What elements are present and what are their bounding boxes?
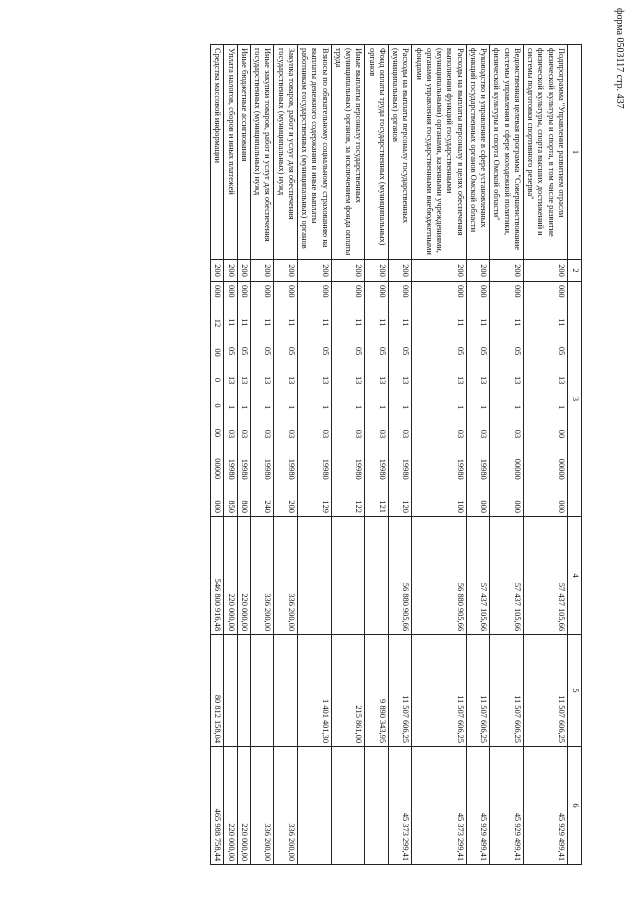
code-segment: 13 [320, 375, 330, 385]
executed-amount-cell: 11 507 606,25 [524, 635, 568, 747]
code-segment: 000 [557, 285, 566, 298]
column-header: 5 [568, 635, 582, 747]
code-segment: 13 [240, 375, 249, 385]
expense-name-cell: Закупка товаров, работ и услуг для обеспечения государственных (муниципальных) нужд [274, 45, 298, 260]
executed-amount-cell: 1 401 401,30 [298, 635, 332, 747]
budget-classification-code-cell [524, 282, 568, 517]
expense-name-cell: Расходы на выплаты персоналу государственных (муниципальных) органов [389, 45, 413, 260]
expense-name-cell: Средства массовой информации [211, 45, 224, 260]
budget-classification-code-cell [466, 282, 490, 517]
approved-amount-cell: 57 437 105,66 [524, 517, 568, 635]
code-segment: 12 [213, 318, 223, 328]
unexecuted-amount-cell: 336 200,00 [274, 747, 298, 865]
code-segment: 11 [378, 318, 387, 327]
code-segment: 000 [557, 500, 566, 513]
classification-code [455, 285, 465, 513]
approved-amount-cell: 336 200,00 [251, 517, 275, 635]
unexecuted-amount-cell: 336 200,00 [251, 747, 275, 865]
code-segment: 000 [513, 500, 522, 513]
code-segment: 05 [378, 346, 387, 356]
code-segment: 19980 [479, 458, 489, 480]
code-segment: 1 [479, 404, 489, 410]
executed-amount-cell: 11 507 606,25 [490, 635, 524, 747]
table-row [331, 45, 365, 865]
code-segment: 11 [226, 318, 236, 327]
line-code-cell: 200 [490, 260, 524, 282]
unexecuted-amount-cell: 220 000,00 [224, 747, 237, 865]
expense-name-cell: Уплата налогов, сборов и иных платежей [224, 45, 237, 260]
code-segment: 11 [263, 318, 273, 327]
code-segment: 00 [557, 429, 566, 439]
code-segment: 200 [287, 500, 296, 513]
expense-name-cell: Фонд оплаты труда государственных (муниципальных) органов [365, 45, 389, 260]
table-row [224, 45, 237, 865]
line-code-cell: 200 [389, 260, 413, 282]
code-segment: 03 [226, 429, 236, 439]
column-header: 6 [568, 747, 582, 865]
code-segment: 13 [513, 375, 522, 385]
table-row [412, 45, 466, 865]
budget-classification-code-cell [298, 282, 332, 517]
executed-amount-cell: 9 890 343,95 [365, 635, 389, 747]
line-code-cell: 200 [331, 260, 365, 282]
code-segment: 05 [240, 346, 249, 356]
code-segment: 03 [513, 429, 522, 439]
line-code-cell: 200 [224, 260, 237, 282]
code-segment: 05 [320, 346, 330, 356]
code-segment: 03 [479, 429, 489, 439]
code-segment: 11 [557, 318, 566, 327]
approved-amount-cell: 56 880 905,66 [412, 517, 466, 635]
column-header: 3 [568, 282, 582, 517]
code-segment: 000 [513, 285, 522, 298]
code-segment: 000 [226, 285, 236, 298]
table-row [466, 45, 490, 865]
expense-name-cell: Взносы по обязательному социальному страхованию на выплаты денежного содержания и иные выплаты работникам государственных (муниципальных) органов [298, 45, 332, 260]
code-segment: 11 [240, 318, 249, 327]
budget-execution-table [210, 44, 582, 865]
expense-name-cell: Подпрограмма "Управление развитием отрасли физической культуры и спорта, в том числе развитие физической культуры, спорта высших достижений и системы подготовки спортивного резерва" [524, 45, 568, 260]
unexecuted-amount-cell: 45 929 499,41 [524, 747, 568, 865]
code-segment: 03 [401, 429, 411, 439]
code-segment: 13 [378, 375, 387, 385]
code-segment: 00 [213, 348, 223, 357]
expense-name-cell: Расходы на выплаты персоналу в целях обеспечения выполнения функций государственными (муниципальными) органами, казенными учреждениями, органами управления государственными внебюджетными фондами [412, 45, 466, 260]
approved-amount-cell: 336 200,00 [274, 517, 298, 635]
line-code-cell: 200 [412, 260, 466, 282]
code-segment: 11 [401, 318, 411, 327]
code-segment: 1 [263, 404, 273, 410]
code-segment: 03 [320, 429, 330, 439]
unexecuted-amount-cell: 45 929 499,41 [466, 747, 490, 865]
code-segment: 05 [479, 346, 489, 356]
unexecuted-amount-cell: 45 929 499,41 [490, 747, 524, 865]
unexecuted-amount-cell [331, 747, 365, 865]
classification-code [212, 285, 222, 513]
classification-code [512, 285, 522, 513]
code-segment: 19980 [263, 458, 273, 480]
code-segment: 00 [213, 428, 223, 438]
code-segment: 1 [401, 404, 411, 410]
code-segment: 129 [320, 500, 330, 513]
table-row [490, 45, 524, 865]
code-segment: 000 [479, 285, 489, 298]
code-segment: 13 [557, 375, 566, 385]
code-segment: 03 [263, 429, 273, 439]
unexecuted-amount-cell [365, 747, 389, 865]
code-segment: 121 [378, 500, 387, 513]
code-segment: 00000 [557, 458, 566, 480]
classification-code [239, 285, 249, 513]
code-segment: 000 [213, 500, 223, 513]
code-segment: 11 [354, 318, 364, 327]
executed-amount-cell [237, 635, 250, 747]
code-segment: 1 [320, 404, 330, 410]
code-segment: 05 [401, 346, 411, 356]
code-segment: 800 [240, 500, 249, 513]
code-segment: 13 [354, 375, 364, 385]
code-segment: 03 [240, 429, 249, 439]
table-row [251, 45, 275, 865]
approved-amount-cell: 57 437 105,66 [490, 517, 524, 635]
code-segment: 1 [557, 404, 566, 410]
classification-code [226, 285, 236, 513]
approved-amount-cell: 56 880 905,66 [389, 517, 413, 635]
budget-classification-code-cell [251, 282, 275, 517]
code-segment: 000 [455, 285, 465, 298]
approved-amount-cell [365, 517, 389, 635]
table-row [524, 45, 568, 865]
column-header: 4 [568, 517, 582, 635]
code-segment: 000 [213, 285, 223, 298]
table-row [389, 45, 413, 865]
budget-classification-code-cell [490, 282, 524, 517]
code-segment: 03 [455, 429, 465, 439]
code-segment: 11 [479, 318, 489, 327]
code-segment: 11 [287, 318, 296, 327]
line-code-cell: 200 [298, 260, 332, 282]
code-segment: 000 [378, 285, 387, 298]
budget-classification-code-cell [237, 282, 250, 517]
code-segment: 19980 [320, 458, 330, 480]
code-segment: 03 [354, 429, 364, 439]
code-segment: 1 [354, 404, 364, 410]
expense-name-cell: Иные выплаты персоналу государственных (муниципальных) органов, за исключением фонда оплаты труда [331, 45, 365, 260]
code-segment: 13 [479, 375, 489, 385]
unexecuted-amount-cell: 465 988 758,44 [211, 747, 224, 865]
code-segment: 19980 [401, 458, 411, 480]
code-segment: 000 [240, 285, 249, 298]
approved-amount-cell [298, 517, 332, 635]
executed-amount-cell: 80 812 158,04 [211, 635, 224, 747]
unexecuted-amount-cell [298, 747, 332, 865]
table-row [237, 45, 250, 865]
executed-amount-cell: 11 507 606,25 [412, 635, 466, 747]
budget-classification-code-cell [224, 282, 237, 517]
code-segment: 1 [378, 404, 387, 410]
column-number-row [568, 45, 582, 865]
code-segment: 240 [263, 500, 273, 513]
executed-amount-cell [251, 635, 275, 747]
code-segment: 11 [320, 318, 330, 327]
code-segment: 13 [401, 375, 411, 385]
budget-classification-code-cell [331, 282, 365, 517]
executed-amount-cell: 11 507 606,25 [466, 635, 490, 747]
executed-amount-cell [224, 635, 237, 747]
approved-amount-cell [331, 517, 365, 635]
classification-code [400, 285, 410, 513]
budget-classification-code-cell [274, 282, 298, 517]
code-segment: 0 [213, 377, 223, 383]
table-row [298, 45, 332, 865]
expense-name-cell: Руководство и управление в сфере установленных функций государственных органов Омской области [466, 45, 490, 260]
code-segment: 00000 [513, 458, 522, 480]
code-segment: 19980 [354, 458, 364, 480]
code-segment: 13 [455, 375, 465, 385]
unexecuted-amount-cell: 45 373 299,41 [412, 747, 466, 865]
code-segment: 19980 [226, 458, 236, 480]
classification-code [377, 285, 387, 513]
code-segment: 13 [263, 375, 273, 385]
expense-name-cell: Иные бюджетные ассигнования [237, 45, 250, 260]
line-code-cell: 200 [274, 260, 298, 282]
code-segment: 00000 [213, 458, 223, 480]
code-segment: 13 [226, 375, 236, 385]
code-segment: 11 [455, 318, 465, 327]
code-segment: 19980 [378, 458, 387, 480]
expense-name-cell: Ведомственная целевая программа "Совершенствование системы управления в сфере молодежной политики, физической культуры и спорта Омской области" [490, 45, 524, 260]
executed-amount-cell [274, 635, 298, 747]
code-segment: 1 [287, 404, 296, 410]
code-segment: 850 [226, 500, 236, 513]
budget-classification-code-cell [412, 282, 466, 517]
budget-classification-code-cell [211, 282, 224, 517]
line-code-cell: 200 [365, 260, 389, 282]
code-segment: 000 [479, 500, 489, 513]
code-segment: 0 [213, 403, 223, 408]
code-segment: 100 [455, 500, 465, 513]
code-segment: 05 [287, 346, 296, 356]
code-segment: 1 [513, 404, 522, 410]
code-segment: 1 [455, 404, 465, 410]
executed-amount-cell: 215 861,00 [331, 635, 365, 747]
column-header: 2 [568, 260, 582, 282]
code-segment: 03 [287, 429, 296, 439]
code-segment: 19980 [455, 458, 465, 480]
code-segment: 05 [263, 346, 273, 356]
code-segment: 05 [226, 346, 236, 356]
code-segment: 000 [320, 285, 330, 298]
code-segment: 19980 [287, 458, 296, 480]
line-code-cell: 200 [237, 260, 250, 282]
approved-amount-cell: 546 800 916,48 [211, 517, 224, 635]
executed-amount-cell: 11 507 606,25 [389, 635, 413, 747]
code-segment: 13 [287, 375, 296, 385]
expense-name-cell: Иные закупки товаров, работ и услуг для обеспечения государственных (муниципальных) нужд [251, 45, 275, 260]
code-segment: 000 [401, 285, 411, 298]
code-segment: 120 [401, 500, 411, 513]
approved-amount-cell: 220 000,00 [224, 517, 237, 635]
approved-amount-cell: 220 000,00 [237, 517, 250, 635]
line-code-cell: 200 [251, 260, 275, 282]
classification-code [353, 285, 363, 513]
line-code-cell: 200 [466, 260, 490, 282]
code-segment: 000 [263, 285, 273, 298]
classification-code [556, 285, 566, 513]
table-row [274, 45, 298, 865]
code-segment: 03 [378, 429, 387, 439]
classification-code [262, 285, 272, 513]
rotated-page [77, 44, 582, 864]
unexecuted-amount-cell: 45 373 299,41 [389, 747, 413, 865]
approved-amount-cell: 57 437 105,66 [466, 517, 490, 635]
classification-code [286, 285, 296, 513]
line-code-cell: 200 [211, 260, 224, 282]
classification-code [478, 285, 488, 513]
code-segment: 19980 [240, 458, 249, 480]
code-segment: 000 [354, 285, 364, 298]
code-segment: 05 [354, 346, 364, 356]
classification-code [320, 285, 330, 513]
code-segment: 000 [287, 285, 296, 298]
code-segment: 05 [455, 346, 465, 356]
code-segment: 1 [240, 404, 249, 410]
table-row [211, 45, 224, 865]
budget-classification-code-cell [365, 282, 389, 517]
table-row [365, 45, 389, 865]
code-segment: 05 [513, 346, 522, 356]
code-segment: 11 [513, 318, 522, 327]
code-segment: 05 [557, 346, 566, 356]
budget-classification-code-cell [389, 282, 413, 517]
code-segment: 1 [226, 404, 236, 410]
line-code-cell: 200 [524, 260, 568, 282]
unexecuted-amount-cell: 220 000,00 [237, 747, 250, 865]
form-reference: форма 0503117 стр. 437 [614, 8, 625, 109]
code-segment: 122 [354, 500, 364, 513]
column-header: 1 [568, 45, 582, 260]
